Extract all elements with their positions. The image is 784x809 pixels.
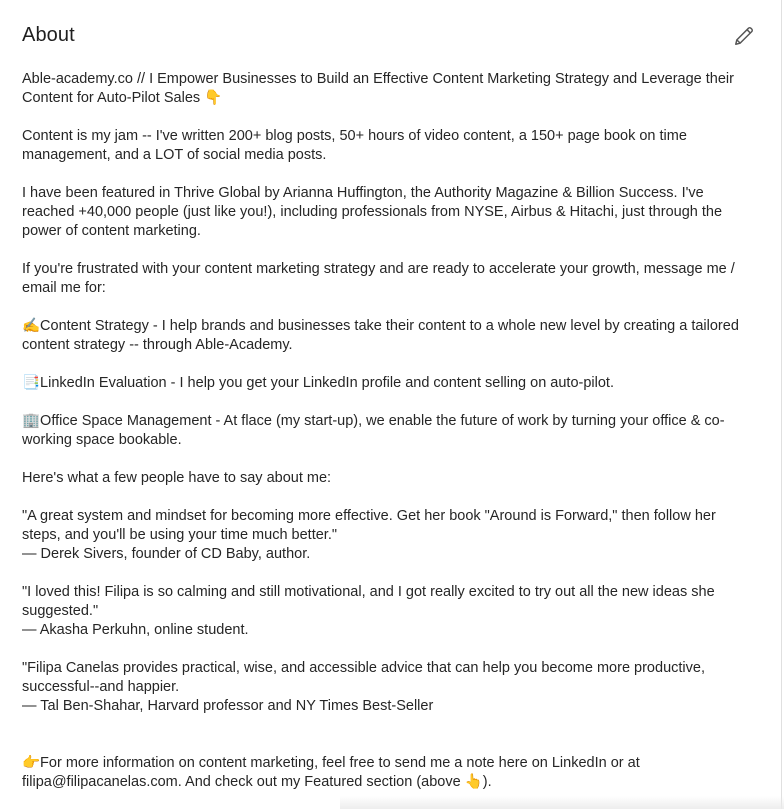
testimonial-author: — Akasha Perkuhn, online student. <box>22 622 249 638</box>
testimonial-author: — Tal Ben-Shahar, Harvard professor and NY Times Best-Seller <box>22 698 434 714</box>
pencil-icon <box>733 25 755 47</box>
testimonial-quote: "I loved this! Filipa is so calming and still motivational, and I got really excited to try out all the new ideas she suggested." <box>22 584 715 619</box>
testimonial-quote: "A great system and mindset for becoming more effective. Get her book "Around is Forward," then follow her steps, and you'll be using your time much better." <box>22 508 716 543</box>
service-linkedin-evaluation: 📑LinkedIn Evaluation - I help you get your LinkedIn profile and content selling on auto-pilot. <box>22 375 614 391</box>
section-title: About <box>22 24 75 46</box>
bottom-fade <box>340 796 784 809</box>
experience-paragraph: Content is my jam -- I've written 200+ blog posts, 50+ hours of video content, a 150+ page book on time management, and a LOT of social media posts. <box>22 128 687 163</box>
edit-about-button[interactable] <box>730 22 758 50</box>
testimonial-author: — Derek Sivers, founder of CD Baby, author. <box>22 546 311 562</box>
intro-paragraph: Able-academy.co // I Empower Businesses to Build an Effective Content Marketing Strategy and Leverage their Content for Auto-Pilot Sales 👇 <box>22 71 734 106</box>
about-text <box>22 70 752 809</box>
offer-paragraph: If you're frustrated with your content marketing strategy and are ready to accelerate your growth, message me / email me for: <box>22 261 735 296</box>
service-content-strategy: ✍️Content Strategy - I help brands and businesses take their content to a whole new level by creating a tailored content strategy -- through Able-Academy. <box>22 318 739 353</box>
testimonials-intro: Here's what a few people have to say about me: <box>22 470 332 486</box>
featured-paragraph: I have been featured in Thrive Global by Arianna Huffington, the Authority Magazine & Billion Success. I've reached +40,000 people (just like you!), including professionals from NYSE, Airbus & Hitachi, just through the power of content marketing. <box>22 185 723 239</box>
service-office-space: 🏢Office Space Management - At flace (my start-up), we enable the future of work by turning your office & co-working space bookable. <box>22 413 725 448</box>
testimonial-quote: "Filipa Canelas provides practical, wise, and accessible advice that can help you become more productive, successful--and happier. <box>22 660 705 695</box>
contact-paragraph: 👉For more information on content marketing, feel free to send me a note here on LinkedIn or at filipa@filipacanelas.com. And check out my Featured section (above 👆). <box>22 755 640 790</box>
